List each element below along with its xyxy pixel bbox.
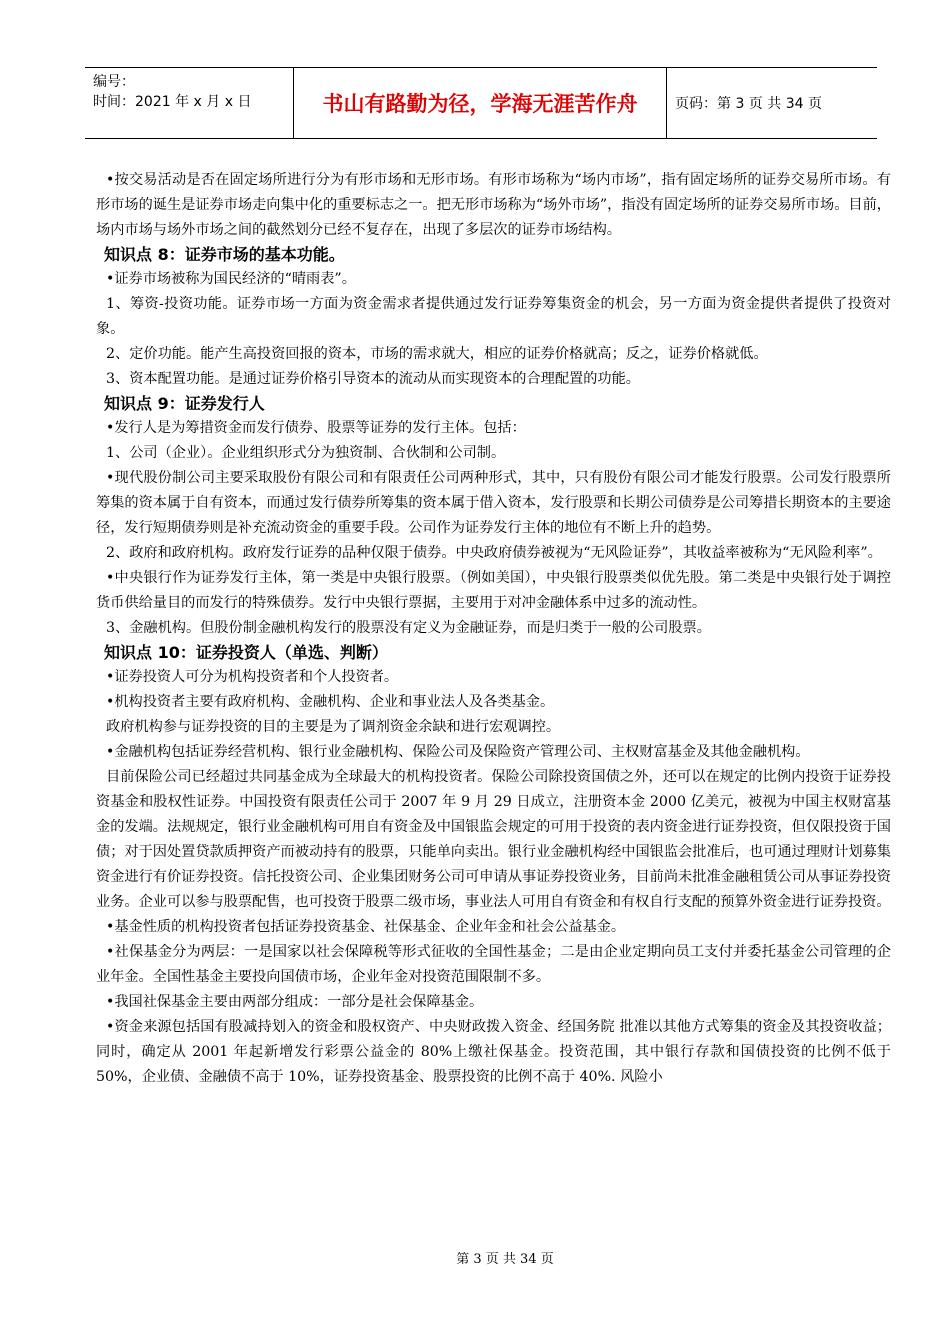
paragraph: •我国社保基金主要由两部分组成：一部分是社会保障基金。 — [106, 994, 484, 1010]
paragraph: •资金来源包括国有股减持划入的资金和股权资产、中央财政拨入资金、经国务院 批准以其他方式筹集的资金及其投资收益；同时，确定从 2001 年起新增发行彩票公益金的 80%上缴社保基金。投资范围，其中银行存款和国债投资的比例不低于 50%，企业债、金融债不高于 10%，证券投资基金、股票投资的比例不高于 40%. 风险小 — [96, 1019, 891, 1085]
paragraph: •证券投资人可分为机构投资者和个人投资者。 — [106, 669, 399, 685]
paragraph: 3、资本配置功能。是通过证券价格引导资本的流动从而实现资本的合理配置的功能。 — [106, 371, 640, 387]
paragraph: •基金性质的机构投资者包括证券投资基金、社保基金、企业年金和社会公益基金。 — [106, 919, 626, 935]
header-meta — [85, 68, 293, 138]
paragraph: 2、政府和政府机构。政府发行证券的品种仅限于债券。中央政府债券被视为“无风险证券”，其收益率被称为“无风险利率”。 — [106, 545, 882, 561]
paragraph: •按交易活动是否在固定场所进行分为有形市场和无形市场。有形市场称为“场内市场”，指有固定场所的证券交易所市场。有形市场的诞生是证券市场走向集中化的重要标志之一。把无形市场称为“场外市场”，指没有固定场所的证券交易所市场。目前，场内市场与场外市场之间的截然划分已经不复存在，出现了多层次的证券市场结构。 — [96, 172, 891, 238]
page-footer: 第 3 页 共 34 页 — [456, 1252, 554, 1267]
paragraph: •机构投资者主要有政府机构、金融机构、企业和事业法人及各类基金。 — [106, 694, 555, 710]
paragraph: 目前保险公司已经超过共同基金成为全球最大的机构投资者。保险公司除投资国债之外，还可以在规定的比例内投资于证券投资基金和股权性证券。中国投资有限责任公司于 2007 年 9 月 29 日成立，注册资本金 2000 亿美元，被视为中国主权财富基金的发端。法规规定，银行业金融机构可用自有资金及中国银监会规定的可用于投资的表内资金进行证券投资，但仅限投资于国债；对于因处置贷款质押资产而被动持有的股票，只能单向卖出。银行业金融机构经中国银监会批准后，也可通过理财计划募集资金进行有价证券投资。信托投资公司、企业集团财务公司可申请从事证券投资业务，目前尚未批准金融租赁公司从事证券投资业务。企业可以参与股票配售，也可投资于股票二级市场，事业法人可用自有资金和有权自行支配的预算外资金进行证券投资。 — [96, 769, 891, 910]
header-page-label: 页码：第 3 页 共 34 页 — [675, 96, 822, 112]
header-number-label: 编号： — [93, 74, 135, 90]
paragraph: •社保基金分为两层：一是国家以社会保障税等形式征收的全国性基金；二是由企业定期向员工支付并委托基金公司管理的企业年金。全国性基金主要投向国债市场，企业年金对投资范围限制不多。 — [96, 944, 891, 985]
section-heading: 知识点 9：证券发行人 — [104, 394, 265, 413]
section-heading: 知识点 10：证券投资人（单选、判断） — [104, 643, 388, 662]
paragraph: •证券市场被称为国民经济的“晴雨表”。 — [106, 271, 356, 287]
page-header — [85, 67, 877, 139]
section-heading: 知识点 8：证券市场的基本功能。 — [104, 245, 345, 264]
paragraph: 政府机构参与证券投资的目的主要是为了调剂资金余缺和进行宏观调控。 — [106, 719, 561, 735]
paragraph: 1、公司（企业）。企业组织形式分为独资制、合伙制和公司制。 — [106, 445, 506, 461]
paragraph: 2、定价功能。能产生高投资回报的资本，市场的需求就大，相应的证券价格就高；反之，证券价格就低。 — [106, 346, 768, 362]
document-body — [96, 168, 891, 1090]
paragraph: •现代股份制公司主要采取股份有限公司和有限责任公司两种形式，其中，只有股份有限公司才能发行股票。公司发行股票所筹集的资本属于自有资本，而通过发行债券所筹集的资本属于借入资本，发行股票和长期公司债券是公司筹措长期资本的主要途径，发行短期债券则是补充流动资金的重要手段。公司作为证券发行主体的地位有不断上升的趋势。 — [96, 470, 891, 536]
paragraph: •金融机构包括证券经营机构、银行业金融机构、保险公司及保险资产管理公司、主权财富基金及其他金融机构。 — [106, 744, 810, 760]
paragraph: •发行人是为筹措资金而发行债券、股票等证券的发行主体。包括： — [106, 420, 526, 436]
header-motto: 书山有路勤为径，学海无涯苦作舟 — [293, 68, 667, 138]
header-time-label: 时间：2021 年 x 月 x 日 — [93, 94, 252, 110]
paragraph: •中央银行作为证券发行主体，第一类是中央银行股票。（例如美国），中央银行股票类似优先股。第二类是中央银行处于调控货币供给量目的而发行的特殊债券。发行中央银行票据，主要用于对冲金融体系中过多的流动性。 — [96, 570, 891, 611]
paragraph: 1、筹资-投资功能。证券市场一方面为资金需求者提供通过发行证券筹集资金的机会，另一方面为资金提供者提供了投资对象。 — [96, 296, 891, 337]
paragraph: 3、金融机构。但股份制金融机构发行的股票没有定义为金融证券，而是归类于一般的公司股票。 — [106, 620, 711, 636]
